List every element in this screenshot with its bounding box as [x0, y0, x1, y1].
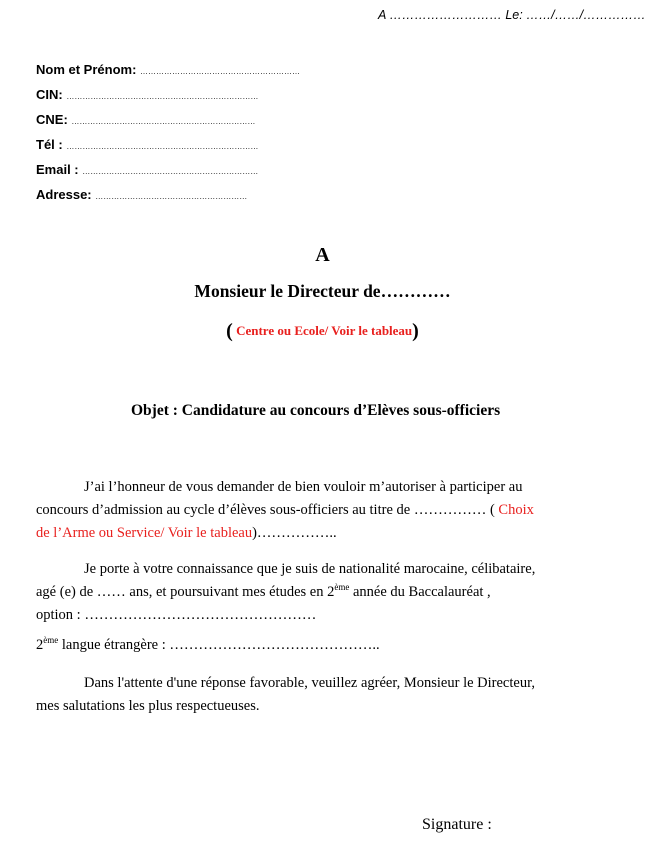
recipient-a: A [315, 244, 330, 266]
choice-note-text: de l’Arme ou Service/ Voir le tableau [36, 525, 253, 541]
line-text: agé (e) de …… ans, et poursuivant mes études en 2 [36, 584, 335, 600]
paragraph-line [36, 499, 591, 522]
line-text: année du Baccalauréat , [349, 584, 491, 600]
paragraph-line: mes salutations les plus respectueuses. [36, 698, 260, 714]
line-text: concours d’admission au cycle d’élèves sous-officiers au titre de …………… ( [36, 502, 495, 518]
sender-block [36, 58, 300, 208]
cin-dots: ……………………………………………………………… [66, 92, 259, 101]
tel-label: Tél : [36, 137, 63, 152]
signature-label: Signature : [422, 816, 492, 833]
sender-address-row [36, 183, 300, 208]
recipient-title: Monsieur le Directeur de………… [194, 281, 451, 301]
paren-open: ( [226, 320, 233, 342]
sender-email-row [36, 158, 300, 183]
recipient-note [20, 320, 625, 343]
paragraph-line: Dans l'attente d'une réponse favorable, veuillez agréer, Monsieur le Directeur, [84, 675, 535, 691]
sender-cne-row [36, 108, 300, 133]
name-dots: …………………………………………………… [140, 67, 301, 76]
cne-label: CNE: [36, 112, 68, 127]
paragraph-line [36, 634, 591, 657]
paragraph-language [36, 634, 591, 657]
sender-name-row [36, 58, 300, 83]
paragraph-line: option : ………………………………………… [36, 607, 317, 623]
line-text: 2 [36, 637, 44, 653]
address-label: Adresse: [36, 187, 92, 202]
email-dots: ………………………………………………………… [82, 167, 259, 176]
paren-close: ) [412, 320, 419, 342]
name-label: Nom et Prénom: [36, 62, 137, 77]
email-label: Email : [36, 162, 79, 177]
paragraph-line [36, 581, 591, 604]
choice-note-text: Choix [494, 502, 534, 518]
cin-label: CIN: [36, 87, 63, 102]
superscript: ème [334, 582, 350, 593]
superscript: ème [43, 635, 59, 646]
object-line: Objet : Candidature au concours d’Elèves sous-officiers [131, 402, 501, 419]
tel-dots: ……………………………………………………………… [66, 142, 259, 151]
address-dots: ………………………………………………… [95, 192, 248, 201]
paragraph-line: J’ai l’honneur de vous demander de bien vouloir m’autoriser à participer au [84, 479, 523, 495]
paragraph-request [36, 476, 591, 545]
paragraph-line: Je porte à votre connaissance que je suis de nationalité marocaine, célibataire, [84, 561, 536, 577]
paragraph-line [36, 522, 591, 545]
line-text: )…………….. [252, 525, 337, 541]
cne-dots: …………………………………………………………… [71, 117, 256, 126]
sender-tel-row [36, 133, 300, 158]
recipient-note-text: Centre ou Ecole/ Voir le tableau [236, 323, 413, 338]
paragraph-closing [36, 672, 591, 718]
paragraph-nationality [36, 558, 591, 627]
place-date-line: A ……………………… Le: ……/……/…………… [378, 8, 646, 22]
line-text: langue étrangère : …………………………………….. [58, 637, 380, 653]
sender-cin-row [36, 83, 300, 108]
